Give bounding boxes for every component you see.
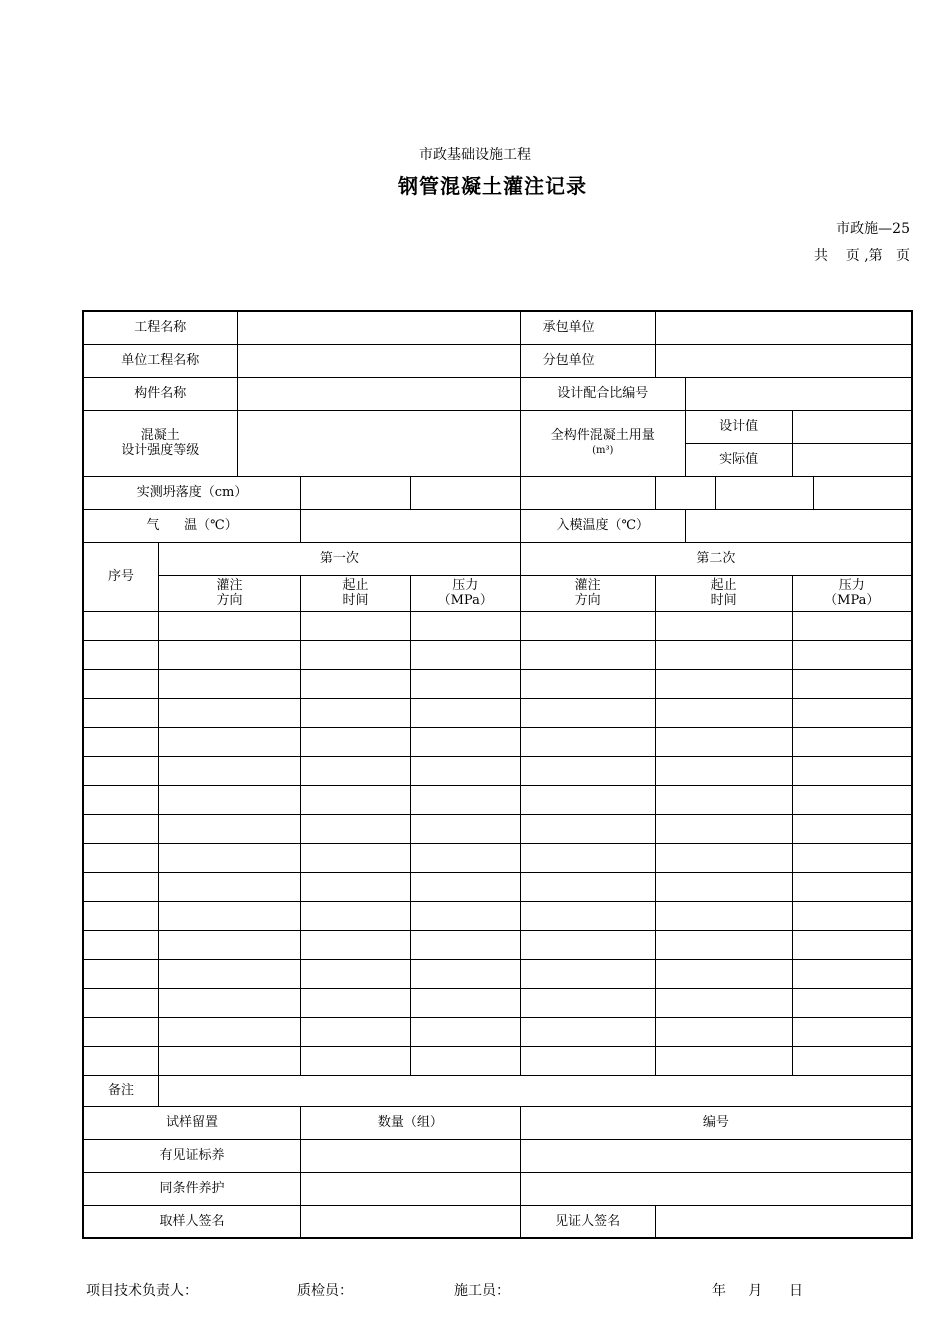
table-row bbox=[83, 611, 912, 640]
table-row bbox=[83, 698, 912, 727]
first-time-line1: 起止 bbox=[342, 578, 369, 593]
unit-project-value[interactable] bbox=[237, 344, 520, 377]
table-cell[interactable] bbox=[655, 611, 792, 640]
volume-label-line2: (m³) bbox=[592, 445, 614, 456]
table-cell[interactable] bbox=[410, 611, 520, 640]
table-row bbox=[83, 988, 912, 1017]
table-cell[interactable] bbox=[655, 640, 792, 669]
witness-cure-number[interactable] bbox=[520, 1139, 912, 1172]
table-cell[interactable] bbox=[792, 785, 912, 814]
table-cell[interactable] bbox=[410, 814, 520, 843]
table-cell[interactable] bbox=[410, 843, 520, 872]
table-cell[interactable] bbox=[301, 872, 411, 901]
table-cell[interactable] bbox=[301, 988, 411, 1017]
concrete-grade-value[interactable] bbox=[237, 410, 520, 476]
table-cell[interactable] bbox=[792, 843, 912, 872]
table-cell[interactable] bbox=[792, 988, 912, 1017]
table-cell[interactable] bbox=[655, 756, 792, 785]
table-cell[interactable] bbox=[301, 698, 411, 727]
table-cell[interactable] bbox=[83, 785, 159, 814]
table-cell[interactable] bbox=[655, 1017, 792, 1046]
table-row bbox=[83, 930, 912, 959]
table-cell[interactable] bbox=[520, 669, 655, 698]
table-cell[interactable] bbox=[410, 756, 520, 785]
table-cell[interactable] bbox=[159, 727, 301, 756]
unit-project-label: 单位工程名称 bbox=[83, 344, 237, 377]
project-name-label: 工程名称 bbox=[83, 311, 237, 344]
first-time-header bbox=[301, 575, 411, 611]
page-info bbox=[814, 245, 910, 265]
table-row bbox=[83, 640, 912, 669]
table-cell[interactable] bbox=[655, 669, 792, 698]
table-cell[interactable] bbox=[520, 727, 655, 756]
page-info-text: 共 页 ,第 页 bbox=[813, 248, 910, 264]
table-cell[interactable] bbox=[655, 901, 792, 930]
first-time-line2: 时间 bbox=[342, 593, 369, 608]
table-row bbox=[83, 727, 912, 756]
remarks-label: 备注 bbox=[83, 1075, 159, 1106]
mix-ratio-label: 设计配合比编号 bbox=[520, 377, 685, 410]
actual-value-label: 实际值 bbox=[685, 443, 792, 476]
table-cell[interactable] bbox=[83, 872, 159, 901]
table-cell[interactable] bbox=[792, 669, 912, 698]
mix-ratio-value[interactable] bbox=[685, 377, 912, 410]
slump-value-3[interactable] bbox=[520, 476, 655, 509]
row-temp bbox=[83, 509, 912, 542]
mold-temp-label: 入模温度（℃） bbox=[520, 509, 685, 542]
subcontractor-value[interactable] bbox=[655, 344, 912, 377]
table-cell[interactable] bbox=[410, 988, 520, 1017]
table-cell[interactable] bbox=[410, 727, 520, 756]
table-cell[interactable] bbox=[159, 843, 301, 872]
footer-constructor: 施工员： bbox=[454, 1283, 510, 1299]
second-direction-header bbox=[520, 575, 655, 611]
form-subtitle: 市政基础设施工程 bbox=[419, 147, 531, 163]
second-direction-line2: 方向 bbox=[574, 593, 601, 608]
table-cell[interactable] bbox=[159, 988, 301, 1017]
table-row bbox=[83, 756, 912, 785]
table-cell[interactable] bbox=[301, 1046, 411, 1075]
air-temp-value[interactable] bbox=[301, 509, 521, 542]
row-same-cure bbox=[83, 1172, 912, 1205]
form-code: 市政施—25 bbox=[836, 221, 910, 237]
table-cell[interactable] bbox=[520, 901, 655, 930]
second-pour-label: 第二次 bbox=[520, 542, 912, 575]
table-row bbox=[83, 843, 912, 872]
component-value[interactable] bbox=[237, 377, 520, 410]
table-cell[interactable] bbox=[159, 785, 301, 814]
table-cell[interactable] bbox=[520, 872, 655, 901]
table-cell[interactable] bbox=[83, 959, 159, 988]
table-cell[interactable] bbox=[792, 930, 912, 959]
record-table bbox=[82, 310, 913, 1239]
volume-label bbox=[520, 410, 685, 476]
table-cell[interactable] bbox=[410, 698, 520, 727]
table-cell[interactable] bbox=[792, 814, 912, 843]
concrete-label-line2: 设计强度等级 bbox=[121, 443, 200, 458]
table-cell[interactable] bbox=[301, 901, 411, 930]
table-row bbox=[83, 1017, 912, 1046]
sample-label: 试样留置 bbox=[83, 1106, 301, 1139]
table-cell[interactable] bbox=[792, 872, 912, 901]
table-cell[interactable] bbox=[159, 669, 301, 698]
row-remarks bbox=[83, 1075, 912, 1106]
table-cell[interactable] bbox=[83, 698, 159, 727]
row-project bbox=[83, 311, 912, 344]
table-cell[interactable] bbox=[83, 814, 159, 843]
subcontractor-label: 分包单位 bbox=[520, 344, 655, 377]
table-cell[interactable] bbox=[655, 698, 792, 727]
table-cell[interactable] bbox=[655, 930, 792, 959]
table-cell[interactable] bbox=[159, 1017, 301, 1046]
table-cell[interactable] bbox=[83, 1017, 159, 1046]
table-cell[interactable] bbox=[159, 1046, 301, 1075]
table-cell[interactable] bbox=[792, 1046, 912, 1075]
table-cell[interactable] bbox=[520, 814, 655, 843]
table-cell[interactable] bbox=[159, 640, 301, 669]
remarks-value[interactable] bbox=[159, 1075, 912, 1106]
table-cell[interactable] bbox=[301, 640, 411, 669]
table-cell[interactable] bbox=[655, 814, 792, 843]
witness-sign-value[interactable] bbox=[655, 1205, 912, 1238]
table-cell[interactable] bbox=[159, 872, 301, 901]
table-cell[interactable] bbox=[520, 698, 655, 727]
table-cell[interactable] bbox=[410, 785, 520, 814]
quantity-label: 数量（组） bbox=[301, 1106, 521, 1139]
first-direction-header bbox=[159, 575, 301, 611]
second-time-line1: 起止 bbox=[710, 578, 737, 593]
table-cell[interactable] bbox=[520, 785, 655, 814]
table-row bbox=[83, 669, 912, 698]
concrete-label-line1: 混凝土 bbox=[140, 428, 180, 443]
table-cell[interactable] bbox=[655, 843, 792, 872]
table-cell[interactable] bbox=[655, 785, 792, 814]
slump-value-4[interactable] bbox=[655, 476, 715, 509]
table-cell[interactable] bbox=[83, 756, 159, 785]
table-cell[interactable] bbox=[520, 756, 655, 785]
first-direction-line1: 灌注 bbox=[216, 578, 243, 593]
table-cell[interactable] bbox=[301, 785, 411, 814]
table-cell[interactable] bbox=[520, 959, 655, 988]
table-cell[interactable] bbox=[520, 640, 655, 669]
footer-inspector: 质检员： bbox=[297, 1283, 353, 1299]
table-cell[interactable] bbox=[159, 930, 301, 959]
table-cell[interactable] bbox=[83, 930, 159, 959]
first-pressure-line2: （MPa） bbox=[437, 593, 493, 608]
volume-label-line1: 全构件混凝土用量 bbox=[550, 428, 655, 443]
table-cell[interactable] bbox=[410, 1046, 520, 1075]
table-cell[interactable] bbox=[83, 611, 159, 640]
same-cure-quantity[interactable] bbox=[301, 1172, 521, 1205]
second-time-header bbox=[655, 575, 792, 611]
table-cell[interactable] bbox=[410, 1017, 520, 1046]
same-cure-label: 同条件养护 bbox=[83, 1172, 301, 1205]
table-cell[interactable] bbox=[410, 959, 520, 988]
table-cell[interactable] bbox=[792, 959, 912, 988]
witness-cure-quantity[interactable] bbox=[301, 1139, 521, 1172]
table-cell[interactable] bbox=[83, 901, 159, 930]
table-cell[interactable] bbox=[159, 698, 301, 727]
row-slump bbox=[83, 476, 912, 509]
row-concrete-1 bbox=[83, 410, 912, 443]
table-cell[interactable] bbox=[301, 930, 411, 959]
table-cell[interactable] bbox=[410, 669, 520, 698]
table-row bbox=[83, 872, 912, 901]
table-cell[interactable] bbox=[83, 988, 159, 1017]
footer-date: 年 月 日 bbox=[712, 1283, 803, 1299]
table-cell[interactable] bbox=[301, 959, 411, 988]
row-witness-cure bbox=[83, 1139, 912, 1172]
second-pressure-header bbox=[792, 575, 912, 611]
project-name-value[interactable] bbox=[237, 311, 520, 344]
table-cell[interactable] bbox=[301, 1017, 411, 1046]
table-row bbox=[83, 901, 912, 930]
design-value-label: 设计值 bbox=[685, 410, 792, 443]
footer-tech-lead: 项目技术负责人： bbox=[86, 1283, 198, 1299]
table-cell[interactable] bbox=[301, 727, 411, 756]
table-cell[interactable] bbox=[655, 988, 792, 1017]
same-cure-number[interactable] bbox=[520, 1172, 912, 1205]
slump-label: 实测坍落度（cm） bbox=[83, 476, 301, 509]
table-cell[interactable] bbox=[520, 930, 655, 959]
witness-sign-label: 见证人签名 bbox=[520, 1205, 655, 1238]
row-pour-head-1 bbox=[83, 542, 912, 575]
contractor-value[interactable] bbox=[655, 311, 912, 344]
number-label: 编号 bbox=[520, 1106, 912, 1139]
row-sample-head bbox=[83, 1106, 912, 1139]
concrete-grade-label bbox=[83, 410, 237, 476]
first-pour-label: 第一次 bbox=[159, 542, 521, 575]
second-pressure-line2: （MPa） bbox=[824, 593, 880, 608]
table-row bbox=[83, 814, 912, 843]
table-cell[interactable] bbox=[159, 756, 301, 785]
table-cell[interactable] bbox=[792, 1017, 912, 1046]
table-cell[interactable] bbox=[520, 611, 655, 640]
table-cell[interactable] bbox=[410, 640, 520, 669]
table-cell[interactable] bbox=[520, 1046, 655, 1075]
sampler-sign-value[interactable] bbox=[301, 1205, 521, 1238]
air-temp-label: 气 温（℃） bbox=[83, 509, 301, 542]
row-signatures bbox=[83, 1205, 912, 1238]
table-cell[interactable] bbox=[301, 669, 411, 698]
first-pressure-header bbox=[410, 575, 520, 611]
table-row bbox=[83, 959, 912, 988]
table-cell[interactable] bbox=[301, 814, 411, 843]
second-direction-line1: 灌注 bbox=[574, 578, 601, 593]
seq-label: 序号 bbox=[83, 542, 159, 611]
table-row bbox=[83, 1046, 912, 1075]
table-cell[interactable] bbox=[792, 640, 912, 669]
table-cell[interactable] bbox=[159, 814, 301, 843]
form-title: 钢管混凝土灌注记录 bbox=[398, 174, 587, 198]
table-cell[interactable] bbox=[159, 959, 301, 988]
table-cell[interactable] bbox=[83, 1046, 159, 1075]
table-cell[interactable] bbox=[301, 611, 411, 640]
table-cell[interactable] bbox=[410, 872, 520, 901]
slump-value-6[interactable] bbox=[813, 476, 912, 509]
sampler-sign-label: 取样人签名 bbox=[83, 1205, 301, 1238]
table-cell[interactable] bbox=[792, 901, 912, 930]
table-cell[interactable] bbox=[301, 843, 411, 872]
slump-value-5[interactable] bbox=[716, 476, 814, 509]
table-cell[interactable] bbox=[83, 640, 159, 669]
table-cell[interactable] bbox=[655, 727, 792, 756]
row-unit bbox=[83, 344, 912, 377]
first-direction-line2: 方向 bbox=[216, 593, 243, 608]
table-cell[interactable] bbox=[159, 611, 301, 640]
second-time-line2: 时间 bbox=[710, 593, 737, 608]
table-cell[interactable] bbox=[159, 901, 301, 930]
table-cell[interactable] bbox=[83, 727, 159, 756]
contractor-label: 承包单位 bbox=[520, 311, 655, 344]
table-cell[interactable] bbox=[792, 756, 912, 785]
row-component bbox=[83, 377, 912, 410]
slump-value-1[interactable] bbox=[301, 476, 411, 509]
table-cell[interactable] bbox=[655, 1046, 792, 1075]
pour-data-rows bbox=[83, 611, 912, 1075]
table-cell[interactable] bbox=[655, 872, 792, 901]
component-label: 构件名称 bbox=[83, 377, 237, 410]
slump-value-2[interactable] bbox=[410, 476, 520, 509]
table-cell[interactable] bbox=[410, 930, 520, 959]
mold-temp-value[interactable] bbox=[685, 509, 912, 542]
table-cell[interactable] bbox=[410, 901, 520, 930]
witness-cure-label: 有见证标养 bbox=[83, 1139, 301, 1172]
second-pressure-line1: 压力 bbox=[838, 578, 865, 593]
table-cell[interactable] bbox=[83, 669, 159, 698]
table-cell[interactable] bbox=[520, 988, 655, 1017]
actual-value[interactable] bbox=[792, 443, 912, 476]
table-row bbox=[83, 785, 912, 814]
first-pressure-line1: 压力 bbox=[452, 578, 479, 593]
row-pour-head-2 bbox=[83, 575, 912, 611]
table-cell[interactable] bbox=[301, 756, 411, 785]
design-value[interactable] bbox=[792, 410, 912, 443]
table-cell[interactable] bbox=[83, 843, 159, 872]
table-cell[interactable] bbox=[655, 959, 792, 988]
table-cell[interactable] bbox=[520, 1017, 655, 1046]
table-cell[interactable] bbox=[520, 843, 655, 872]
table-cell[interactable] bbox=[792, 611, 912, 640]
table-cell[interactable] bbox=[792, 727, 912, 756]
table-cell[interactable] bbox=[792, 698, 912, 727]
